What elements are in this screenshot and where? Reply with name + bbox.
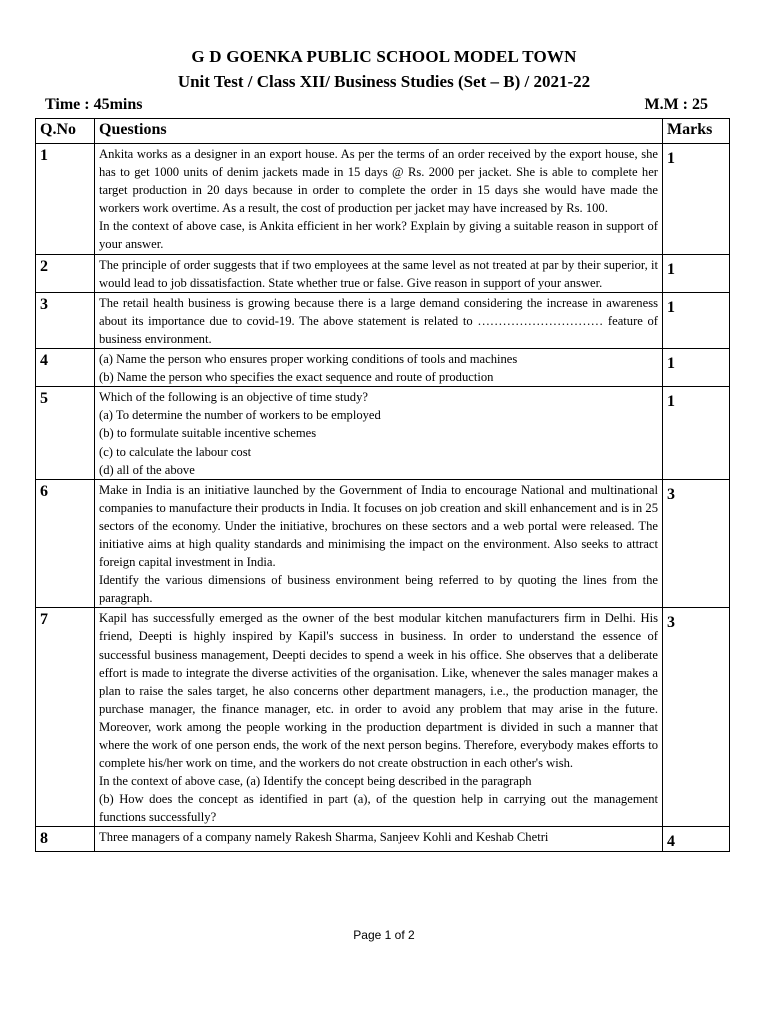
- question-marks: 1: [663, 254, 730, 292]
- question-number: 4: [36, 349, 95, 387]
- question-paragraph: (a) Name the person who ensures proper working conditions of tools and machines: [99, 352, 518, 367]
- question-paragraph: Kapil has successfully emerged as the owner of the best modular kitchen manufacturers firm in Delhi. His friend, Deepti is highly inspired by Kapil's success in business. In order to understand the essence of successful business management, Deepti decides to spend a week in his office. She observes that a deliberate effort is made to integrate the diverse activities of the organisation. Like, whenever the sales manager makes a plan to raise the sales target, he also concerns other department managers, i.e., the production manager, the purchase manager, the finance manager, etc. in order to avoid any problem that may arise in the future. Moreover, work among the people working in the production department is divided in such a manner that where the work of one person ends, the work of the next person begins. Therefore, everybody makes efforts to complete his/her work on time, and the workers do not create obstruction in each other's wish.: [99, 611, 658, 771]
- question-row: [36, 144, 730, 255]
- question-text: [95, 387, 663, 479]
- question-paragraph: Make in India is an initiative launched by the Government of India to encourage National and multinational companies to manufacture their products in India. It focuses on job creation and skill enhancement and is in 25 sectors of the economy. Under the initiative, brochures on these sectors and a web portal were released. The initiative aims at high quality standards and minimising the impact on the environment. Also seeks to attract foreign capital investment in India.: [99, 482, 658, 570]
- exam-title: Unit Test / Class XII/ Business Studies (Set – B) / 2021-22: [177, 72, 591, 91]
- question-text: [95, 349, 663, 387]
- question-number: 3: [36, 292, 95, 348]
- qno-header: Q.No: [36, 119, 95, 144]
- max-marks-label: M.M : 25: [644, 96, 708, 113]
- question-marks: 3: [663, 608, 730, 827]
- question-row: [36, 349, 730, 387]
- question-text: [95, 827, 663, 852]
- question-number: 7: [36, 608, 95, 827]
- question-text: [95, 292, 663, 348]
- question-paragraph: (c) to calculate the labour cost: [99, 444, 252, 459]
- question-number: 1: [36, 144, 95, 255]
- question-row: [36, 292, 730, 348]
- question-marks: 1: [663, 349, 730, 387]
- exam-meta: [45, 96, 708, 114]
- table-header-row: [36, 119, 730, 144]
- questions-header: Questions: [95, 119, 663, 144]
- question-row: [36, 827, 730, 852]
- question-paragraph: Three managers of a company namely Rakesh Sharma, Sanjeev Kohli and Keshab Chetri: [99, 830, 549, 845]
- question-text: [95, 254, 663, 292]
- question-text: [95, 144, 663, 255]
- question-paragraph: Which of the following is an objective of time study?: [99, 390, 368, 405]
- question-table: [35, 118, 730, 852]
- question-paragraph: Ankita works as a designer in an export house. As per the terms of an order received by the export house, she has to get 1000 units of denim jackets made in 15 days @ Rs. 2000 per jacket. She is able to complete her target production in 20 days because in order to complete the order in 15 days she would have made the workers work overtime. As a result, the cost of production per jacket may have increased by Rs. 100.: [99, 147, 658, 216]
- question-marks: 1: [663, 387, 730, 479]
- question-marks: 1: [663, 292, 730, 348]
- page-footer: Page 1 of 2: [353, 928, 415, 942]
- question-marks: 1: [663, 144, 730, 255]
- question-paragraph: (a) To determine the number of workers to be employed: [99, 408, 381, 423]
- question-row: [36, 479, 730, 608]
- question-paragraph: (b) How does the concept as identified in part (a), of the question help in carrying out the management functions successfully?: [99, 792, 658, 825]
- question-paragraph: Identify the various dimensions of business environment being referred to by quoting the lines from the paragraph.: [99, 573, 658, 606]
- question-rows: [36, 144, 730, 852]
- question-text: [95, 479, 663, 608]
- question-number: 2: [36, 254, 95, 292]
- question-number: 6: [36, 479, 95, 608]
- marks-header: Marks: [663, 119, 730, 144]
- question-paragraph: (b) Name the person who specifies the exact sequence and route of production: [99, 370, 494, 385]
- question-paragraph: (b) to formulate suitable incentive schemes: [99, 426, 317, 441]
- question-number: 8: [36, 827, 95, 852]
- question-text: [95, 608, 663, 827]
- question-marks: 3: [663, 479, 730, 608]
- time-label: Time : 45mins: [45, 96, 143, 113]
- question-paragraph: In the context of above case, is Ankita efficient in her work? Explain by giving a suitable reason in support of your answer.: [99, 219, 658, 252]
- school-name: G D GOENKA PUBLIC SCHOOL MODEL TOWN: [191, 47, 577, 66]
- question-row: [36, 608, 730, 827]
- question-row: [36, 387, 730, 479]
- question-paragraph: The retail health business is growing because there is a large demand considering the increase in awareness about its importance due to covid-19. The above statement is related to ………………………… feature of business environment.: [99, 295, 658, 346]
- question-paragraph: (d) all of the above: [99, 462, 195, 477]
- question-paragraph: The principle of order suggests that if two employees at the same level as not treated at par by their superior, it would lead to job dissatisfaction. State whether true or false. Give reason in support of your answer.: [99, 257, 658, 290]
- question-paragraph: In the context of above case, (a) Identify the concept being described in the paragraph: [99, 774, 532, 789]
- question-number: 5: [36, 387, 95, 479]
- question-marks: 4: [663, 827, 730, 852]
- question-row: [36, 254, 730, 292]
